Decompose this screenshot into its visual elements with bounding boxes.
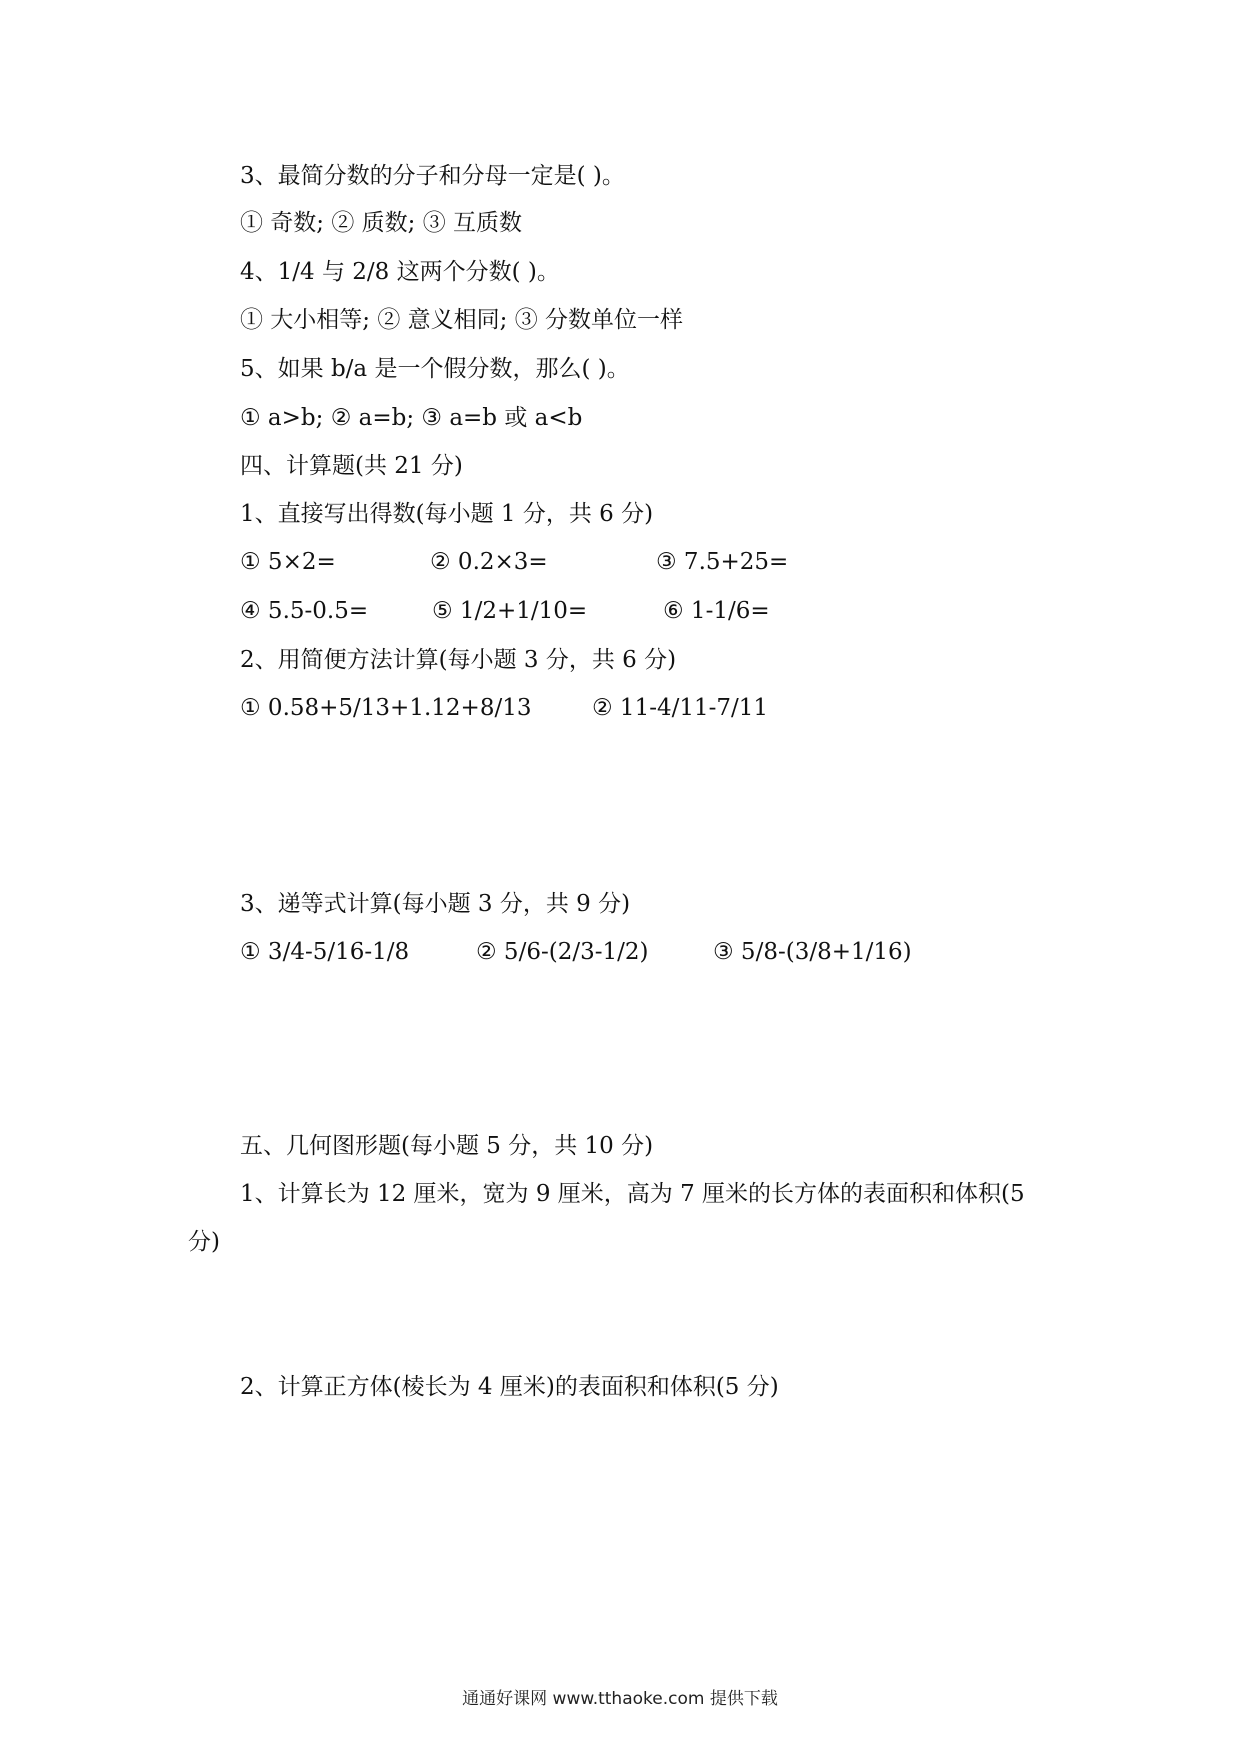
calc-item: ③ 7.5+25= [656,549,789,575]
q3-stem: 3、最简分数的分子和分母一定是( )。 [240,163,625,189]
calc-item: ⑥ 1-1/6= [663,598,770,624]
calc-item: ② 5/6-(2/3-1/2) [476,939,649,965]
calc-item: ① 3/4-5/16-1/8 [240,939,410,965]
calc-item: ④ 5.5-0.5= [240,598,369,624]
section4-part2-title: 2、用简便方法计算(每小题 3 分，共 6 分) [240,647,677,673]
calc-item: ③ 5/8-(3/8+1/16) [713,939,912,965]
q4-options: ① 大小相等; ② 意义相同; ③ 分数单位一样 [240,307,684,333]
section5-q2: 2、计算正方体(棱长为 4 厘米)的表面积和体积(5 分) [240,1374,779,1400]
section4-heading: 四、计算题(共 21 分) [240,453,463,479]
q3-options: ① 奇数; ② 质数; ③ 互质数 [240,210,523,236]
calc-item: ① 5×2= [240,549,336,575]
section4-part3-title: 3、递等式计算(每小题 3 分，共 9 分) [240,891,631,917]
calc-item: ⑤ 1/2+1/10= [432,598,588,624]
q5-stem: 5、如果 b/a 是一个假分数，那么( )。 [240,356,630,382]
calc-item: ② 0.2×3= [430,549,548,575]
section4-part1-title: 1、直接写出得数(每小题 1 分，共 6 分) [240,501,654,527]
footer-credit: 通通好课网 www.tthaoke.com 提供下载 [462,1689,778,1709]
calc-item: ② 11-4/11-7/11 [592,695,769,721]
section5-q1-line2: 分) [188,1229,220,1255]
section5-q1-line1: 1、计算长为 12 厘米，宽为 9 厘米，高为 7 厘米的长方体的表面积和体积(5 [240,1181,1025,1207]
calc-item: ① 0.58+5/13+1.12+8/13 [240,695,532,721]
section5-heading: 五、几何图形题(每小题 5 分，共 10 分) [240,1133,654,1159]
q5-options: ① a>b; ② a=b; ③ a=b 或 a<b [240,405,583,431]
q4-stem: 4、1/4 与 2/8 这两个分数( )。 [240,259,560,285]
